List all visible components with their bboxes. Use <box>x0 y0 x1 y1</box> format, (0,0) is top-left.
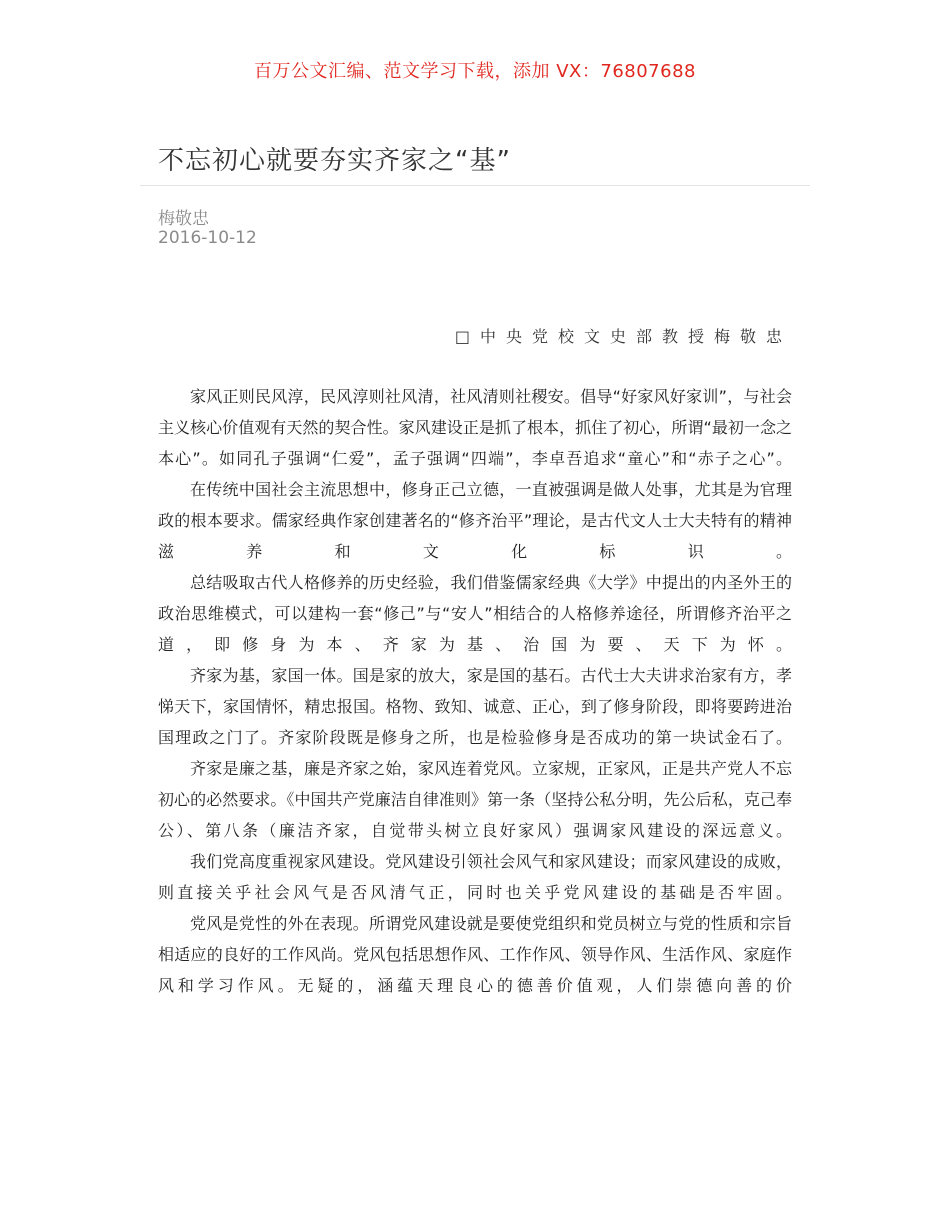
author-byline: □中央党校文史部教授梅敬忠 <box>454 327 792 346</box>
body-paragraph: 我们党高度重视家风建设。党风建设引领社会风气和家风建设；而家风建设的成败，则直接关乎社会风气是否风清气正，同时也关乎党风建设的基础是否牢固。 <box>158 852 792 902</box>
body-paragraph: 总结吸取古代人格修养的历史经验，我们借鉴儒家经典《大学》中提出的内圣外王的政治思维模式，可以建构一套“修己”与“安人”相结合的人格修养途径，所谓修齐治平之道，即修身为本、齐家为基、治国为要、天下为怀。 <box>158 573 792 654</box>
promo-banner: 百万公文汇编、范文学习下载，添加 VX：76807688 <box>254 61 696 82</box>
title-divider <box>140 185 810 186</box>
article-author: 梅敬忠 <box>158 209 209 229</box>
article-body <box>158 381 792 1001</box>
body-paragraph: 党风是党性的外在表现。所谓党风建设就是要使党组织和党员树立与党的性质和宗旨相适应的良好的工作风尚。党风包括思想作风、工作作风、领导作风、生活作风、家庭作风和学习作风。无疑的，涵蕴天理良心的德善价值观，人们崇德向善的价 <box>158 914 792 995</box>
body-paragraph: 齐家为基，家国一体。国是家的放大，家是国的基石。古代士大夫讲求治家有方，孝悌天下，家国情怀，精忠报国。格物、致知、诚意、正心，到了修身阶段，即将要跨进治国理政之门了。齐家阶段既是修身之所，也是检验修身是否成功的第一块试金石了。 <box>158 666 792 747</box>
body-paragraph: 齐家是廉之基，廉是齐家之始，家风连着党风。立家规，正家风，正是共产党人不忘初心的必然要求。《中国共产党廉洁自律准则》第一条（坚持公私分明，先公后私，克己奉公）、第八条（廉洁齐家，自觉带头树立良好家风）强调家风建设的深远意义。 <box>158 759 792 840</box>
body-paragraph: 在传统中国社会主流思想中，修身正己立德，一直被强调是做人处事，尤其是为官理政的根本要求。儒家经典作家创建著名的“修齐治平”理论，是古代文人士大夫特有的精神滋养和文化标识。 <box>158 480 792 561</box>
body-paragraph: 家风正则民风淳，民风淳则社风清，社风清则社稷安。倡导“好家风好家训”，与社会主义核心价值观有天然的契合性。家风建设正是抓了根本，抓住了初心，所谓“最初一念之本心”。如同孔子强调“仁爱”，孟子强调“四端”，李卓吾追求“童心”和“赤子之心”。 <box>158 387 792 468</box>
article-date: 2016-10-12 <box>158 228 257 248</box>
article-title: 不忘初心就要夯实齐家之“基” <box>158 146 511 176</box>
